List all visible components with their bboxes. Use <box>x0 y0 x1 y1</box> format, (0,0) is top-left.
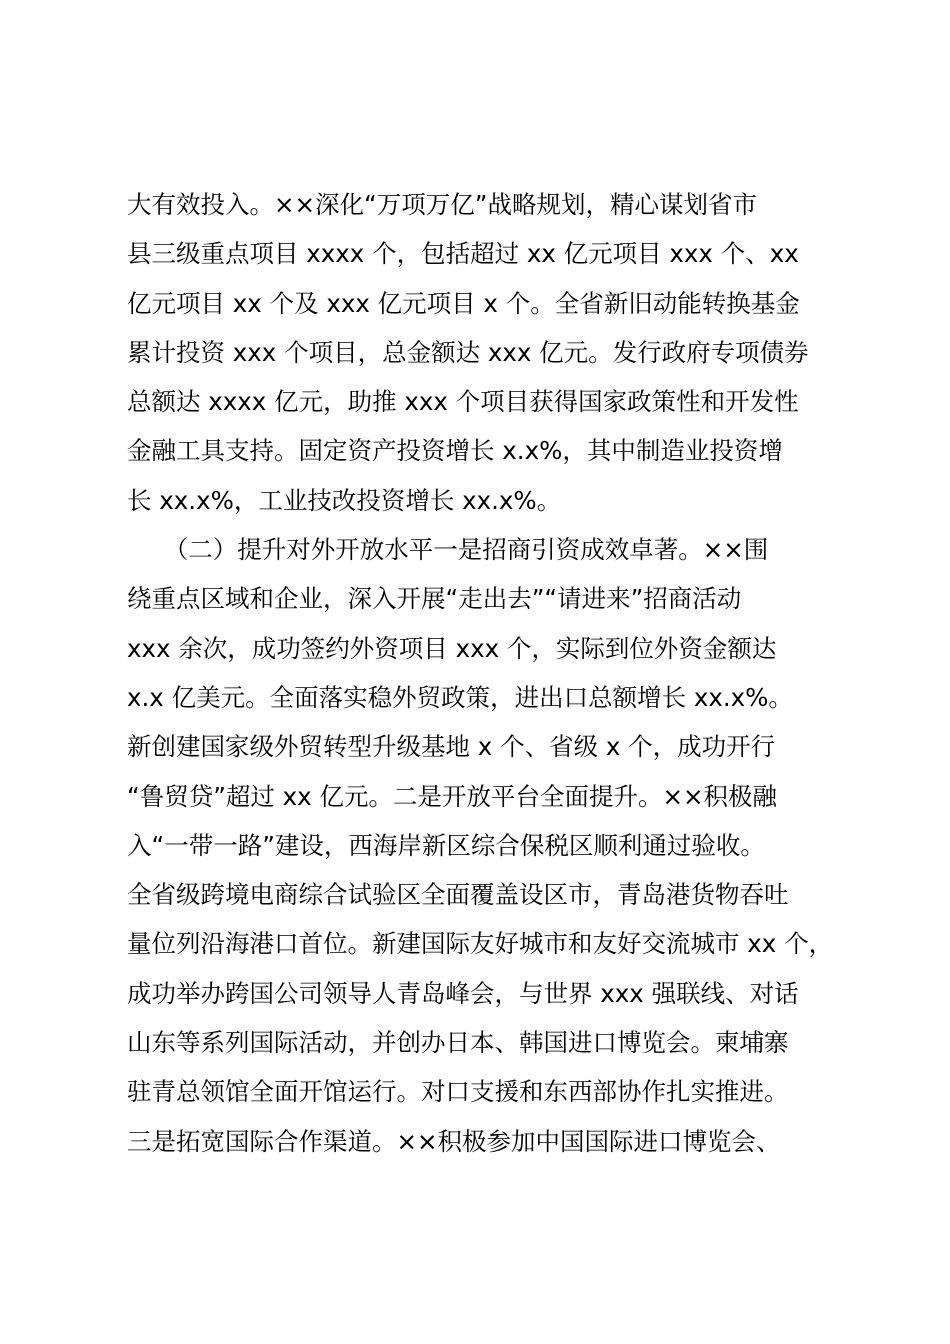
text-line-7: 长 xx.x%，工业技改投资增长 xx.x%。 <box>127 485 562 515</box>
text-line-6: 金融工具支持。固定资产投资增长 x.x%，其中制造业投资增 <box>127 436 783 466</box>
text-line-18: 山东等系列国际活动，并创办日本、韩国进口博览会。柬埔寨 <box>127 1028 789 1058</box>
text-line-5: 总额达 xxxx 亿元，助推 xxx 个项目获得国家政策性和开发性 <box>127 387 799 417</box>
text-line-12: 新创建国家级外贸转型升级基地 x 个、省级 x 个，成功开行 <box>127 732 776 762</box>
text-line-20: 三是拓宽国际合作渠道。××积极参加中国国际进口博览会、 <box>127 1126 781 1156</box>
text-line-19: 驻青总领馆全面开馆运行。对口支援和东西部协作扎实推进。 <box>127 1077 789 1107</box>
text-line-4: 累计投资 xxx 个项目，总金额达 xxx 亿元。发行政府专项债券 <box>127 337 809 367</box>
text-line-14: 入“一带一路”建设，西海岸新区综合保税区顺利通过验收。 <box>127 830 765 860</box>
text-line-9: 绕重点区域和企业，深入开展“走出去”“请进来”招商活动 <box>127 584 742 614</box>
text-line-1: 大有效投入。××深化“万项万亿”战略规划，精心谋划省市 <box>127 190 757 219</box>
text-line-10: xxx 余次，成功签约外资项目 xxx 个，实际到位外资金额达 <box>127 633 777 663</box>
text-line-11: x.x 亿美元。全面落实稳外贸政策，进出口总额增长 xx.x%。 <box>127 682 793 712</box>
text-line-17: 成功举办跨国公司领导人青岛峰会，与世界 xxx 强联线、对话 <box>127 978 799 1008</box>
text-line-15: 全省级跨境电商综合试验区全面覆盖设区市，青岛港货物吞吐 <box>127 880 789 910</box>
body-text <box>127 180 847 1166</box>
text-line-8: （二）提升对外开放水平一是招商引资成效卓著。××围 <box>127 535 769 565</box>
text-line-16: 量位列沿海港口首位。新建国际友好城市和友好交流城市 xx 个， <box>127 929 834 959</box>
text-line-2: 县三级重点项目 xxxx 个，包括超过 xx 亿元项目 xxx 个、xx <box>127 239 799 269</box>
text-line-3: 亿元项目 xx 个及 xxx 亿元项目 x 个。全省新旧动能转换基金 <box>127 288 800 318</box>
text-line-13: “鲁贸贷”超过 xx 亿元。二是开放平台全面提升。××积极融 <box>127 781 778 811</box>
